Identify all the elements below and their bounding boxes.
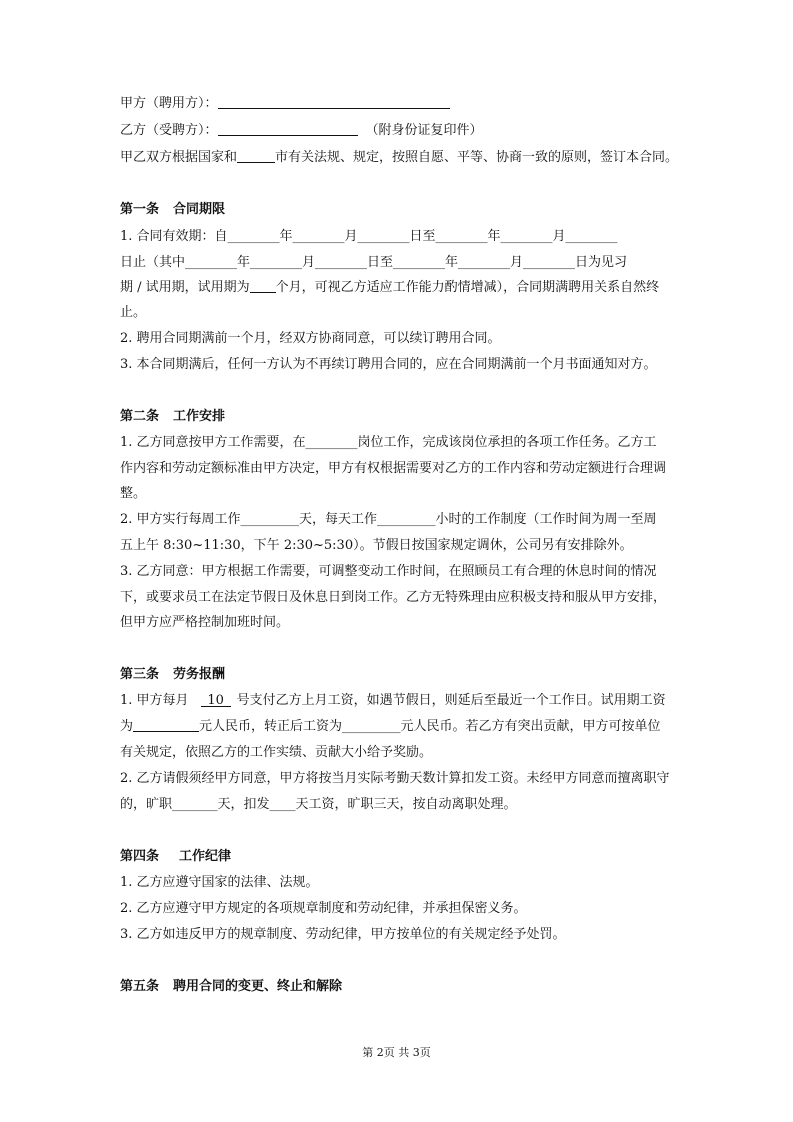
art1-line-4: 止。: [120, 305, 147, 320]
probation-salary-blank: [133, 718, 199, 732]
art1-line-2: 日止（其中________年________月________日至________年________月________日为见习: [120, 255, 628, 270]
art2-line-5: 五上午 8:30~11:30，下午 2:30~5:30）。节假日按国家规定调休，公司另有安排除外。: [120, 538, 633, 553]
art3-line-1: [120, 692, 666, 710]
probation-months-blank: [250, 279, 276, 293]
article-2-title: 工作安排: [173, 409, 226, 424]
preamble-text-1: 甲乙双方根据国家和: [120, 150, 238, 165]
art1-line-6: 3. 本合同期满后，任何一方认为不再续订聘用合同的，应在合同期满前一个月书面通知对方。: [120, 357, 657, 372]
article-4-number: 第四条: [120, 849, 160, 864]
art1-line-3b: 个月，可视乙方适应工作能力酌情增减），合同期满聘用关系自然终: [275, 280, 660, 295]
article-2-number: 第二条: [120, 409, 160, 424]
art2-line-6: 3. 乙方同意：甲方根据工作需要，可调整变动工作时间，在照顾员工有合理的休息时间的情况: [120, 564, 657, 579]
art4-line-3: 3. 乙方如违反甲方的规章制度、劳动纪律，甲方按单位的有关规定经予处罚。: [120, 927, 566, 942]
article-1-number: 第一条: [120, 202, 160, 217]
article-2-heading: [120, 408, 225, 426]
art3-line-1a: 1. 甲方每月: [120, 693, 193, 708]
art3-line-2b: 元人民币，转正后工资为_________元人民币。若乙方有突出贡献，甲方可按单位: [199, 719, 661, 734]
party-b-note: （附身份证复印件）: [365, 123, 483, 138]
art2-line-8: 但甲方应严格控制加班时间。: [120, 615, 290, 630]
party-b-line: [120, 122, 483, 140]
art1-line-3: [120, 279, 659, 297]
art3-line-2: [120, 718, 661, 736]
art1-line-3a: 期 / 试用期，试用期为: [120, 280, 250, 295]
article-3-title: 劳务报酬: [173, 667, 226, 682]
art4-line-2: 2. 乙方应遵守甲方规定的各项规章制度和劳动纪律，并承担保密义务。: [120, 901, 527, 916]
art1-line-1: 1. 合同有效期：自________年________月________日至________年________月________: [120, 229, 618, 244]
page-number: 第 2页 共 3页: [362, 1046, 431, 1059]
party-a-line: [120, 95, 450, 113]
party-a-label: 甲方（聘用方）：: [120, 96, 218, 111]
art3-line-5: 的，旷职_______天，扣发____天工资，旷职三天，按自动离职处理。: [120, 797, 517, 812]
article-3-heading: [120, 666, 225, 684]
art2-line-7: 下，或要求员工在法定节假日及休息日到岗工作。乙方无特殊理由应积极支持和服从甲方安排，: [120, 590, 667, 605]
pay-day-field: [201, 692, 231, 707]
party-b-label: 乙方（受聘方）：: [120, 123, 218, 138]
article-4-title: 工作纪律: [179, 849, 232, 864]
party-b-blank: [218, 122, 358, 136]
preamble-text-2: 市有关法规、规定，按照自愿、平等、协商一致的原则，签订本合同。: [275, 150, 679, 165]
art3-line-4: 2. 乙方请假须经甲方同意，甲方将按当月实际考勤天数计算扣发工资。未经甲方同意而擅离职守: [120, 771, 670, 786]
article-5-number: 第五条: [120, 979, 160, 994]
art4-line-1: 1. 乙方应遵守国家的法律、法规。: [120, 875, 319, 890]
article-4-heading: [120, 848, 231, 866]
city-blank: [237, 149, 275, 163]
art3-line-2a: 为: [120, 719, 134, 734]
art2-line-1: 1. 乙方同意按甲方工作需要，在________岗位工作，完成该岗位承担的各项工作任务。乙方工: [120, 435, 657, 450]
article-5-heading: [120, 978, 342, 996]
article-3-number: 第三条: [120, 667, 160, 682]
article-1-title: 合同期限: [173, 202, 226, 217]
preamble-line: [120, 149, 678, 167]
article-5-title: 聘用合同的变更、终止和解除: [173, 979, 343, 994]
art3-line-1b: 号支付乙方上月工资，如遇节假日，则延后至最近一个工作日。试用期工资: [236, 693, 666, 708]
art2-line-2: 作内容和劳动定额标准由甲方决定，甲方有权根据需要对乙方的工作内容和劳动定额进行合理调: [120, 461, 667, 476]
pay-day-value: 10: [207, 693, 224, 708]
party-a-blank: [218, 95, 450, 109]
article-1-heading: [120, 201, 225, 219]
art2-line-4: 2. 甲方实行每周工作_________天，每天工作_________小时的工作制度（工作时间为周一至周: [120, 512, 657, 527]
art1-line-5: 2. 聘用合同期满前一个月，经双方协商同意，可以续订聘用合同。: [120, 331, 501, 346]
art2-line-3: 整。: [120, 486, 147, 501]
art3-line-3: 有关规定，依照乙方的工作实绩、贡献大小给予奖励。: [120, 745, 433, 760]
